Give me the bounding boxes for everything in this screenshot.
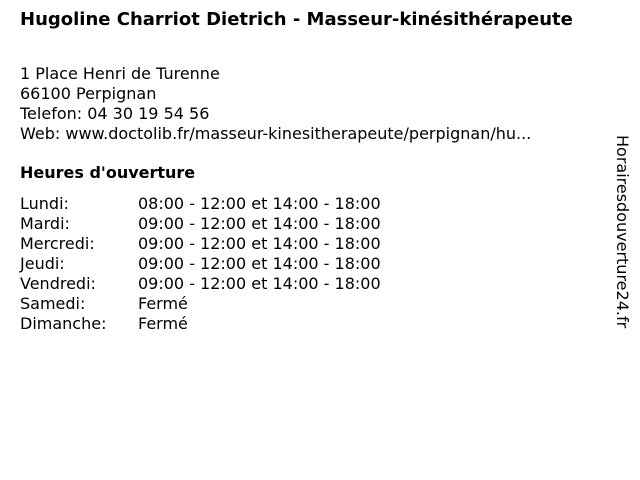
hours-row-monday [20, 194, 381, 214]
hours-row-wednesday [20, 234, 381, 254]
time-value: 09:00 - 12:00 et 14:00 - 18:00 [138, 254, 381, 273]
hours-row-thursday [20, 254, 381, 274]
hours-row-friday [20, 274, 381, 294]
day-label: Lundi: [20, 194, 69, 213]
time-value: Fermé [138, 294, 188, 313]
day-label: Dimanche: [20, 314, 107, 333]
day-label: Vendredi: [20, 274, 96, 293]
phone-number[interactable]: Telefon: 04 30 19 54 56 [20, 104, 210, 123]
opening-hours-heading: Heures d'ouverture [20, 163, 196, 182]
website-link[interactable]: Web: www.doctolib.fr/masseur-kinesitherapeute/perpignan/hu... [20, 124, 532, 143]
time-value: Fermé [138, 314, 188, 333]
address-line-city: 66100 Perpignan [20, 84, 157, 103]
day-label: Mardi: [20, 214, 70, 233]
business-contact-block [20, 64, 531, 144]
time-value: 08:00 - 12:00 et 14:00 - 18:00 [138, 194, 381, 213]
day-label: Samedi: [20, 294, 86, 313]
time-value: 09:00 - 12:00 et 14:00 - 18:00 [138, 274, 381, 293]
hours-row-saturday [20, 294, 381, 314]
time-value: 09:00 - 12:00 et 14:00 - 18:00 [138, 214, 381, 233]
opening-hours-table [20, 194, 381, 334]
hours-row-sunday [20, 314, 381, 334]
day-label: Mercredi: [20, 234, 95, 253]
hours-row-tuesday [20, 214, 381, 234]
time-value: 09:00 - 12:00 et 14:00 - 18:00 [138, 234, 381, 253]
site-watermark: Horairesdouverture24.fr [613, 135, 632, 329]
address-line-street: 1 Place Henri de Turenne [20, 64, 220, 83]
day-label: Jeudi: [20, 254, 65, 273]
business-title: Hugoline Charriot Dietrich - Masseur-kinésithérapeute [20, 9, 573, 30]
